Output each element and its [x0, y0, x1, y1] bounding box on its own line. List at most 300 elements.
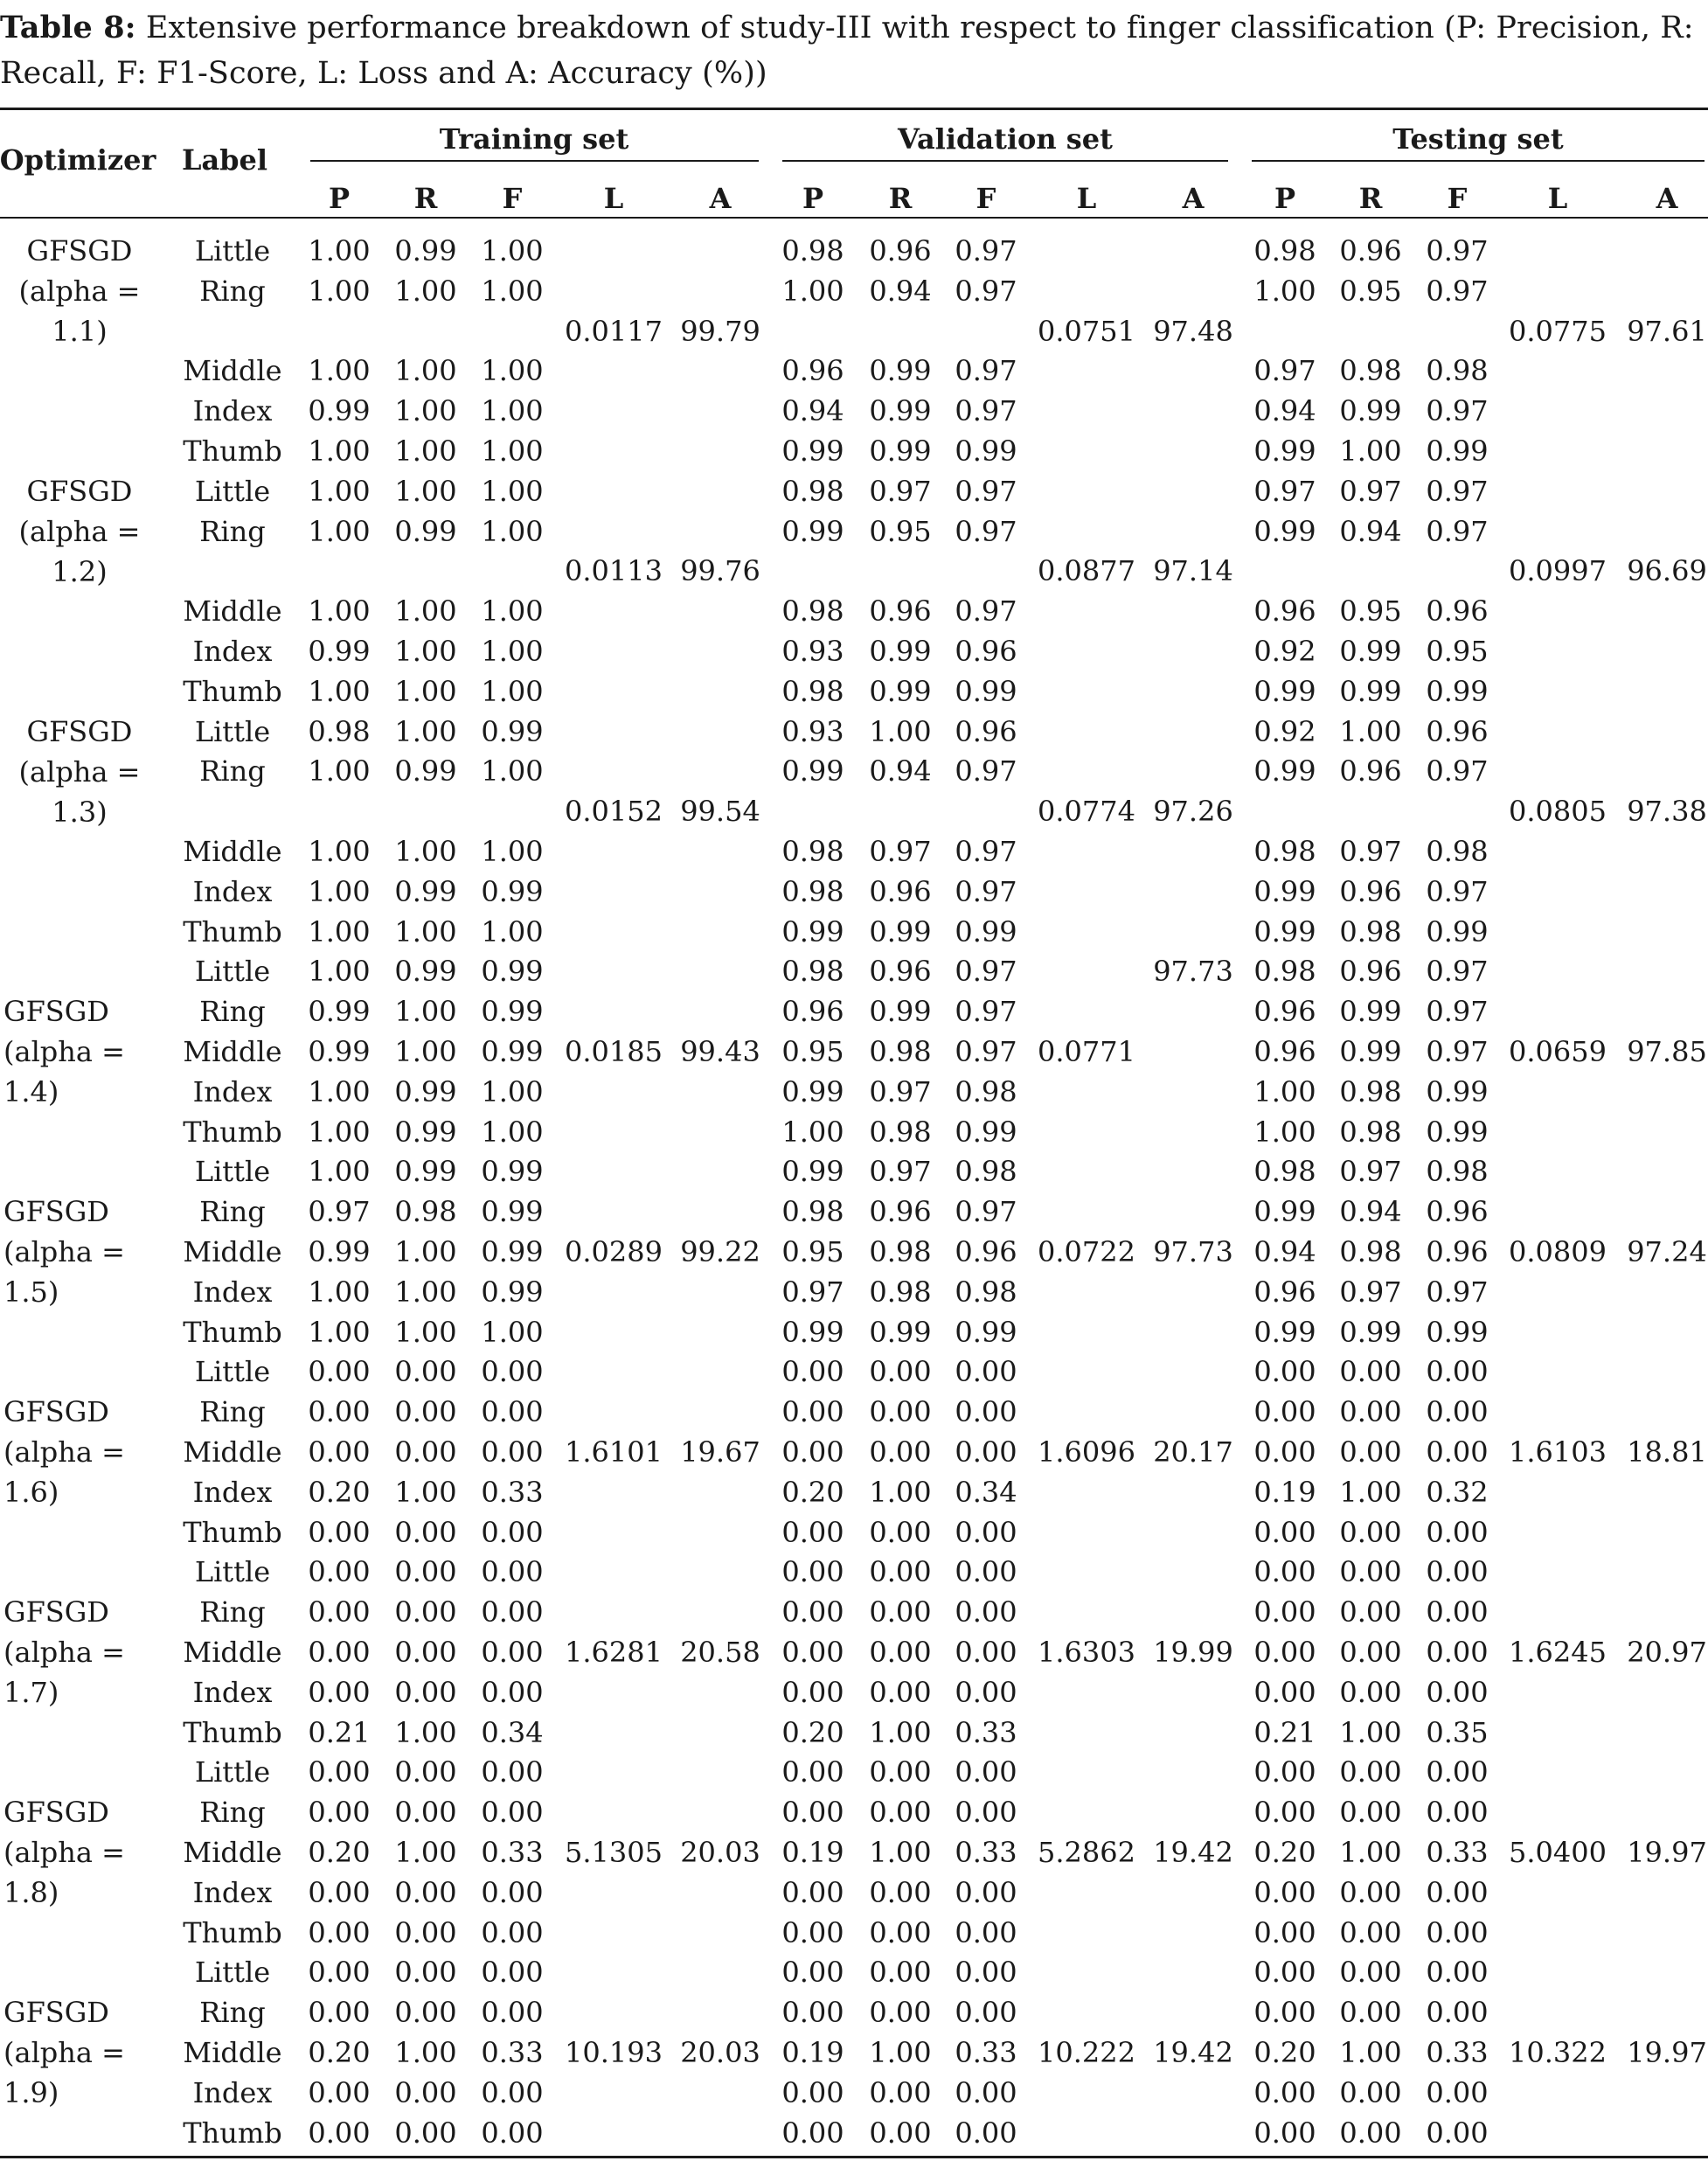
table-cell: 0.98: [781, 955, 844, 989]
table-cell: 0.00: [869, 1755, 932, 1789]
table-cell: 1.00: [308, 914, 371, 948]
table-cell: 0.00: [781, 1595, 844, 1629]
table-cell: 0.99: [1426, 674, 1489, 708]
table-cell: 0.0877: [1038, 554, 1135, 588]
table-cell: 0.00: [955, 2116, 1017, 2150]
table-cell: 20.58: [680, 1636, 760, 1669]
table-cell: 1.00: [1339, 2036, 1402, 2069]
table-cell: 1.00: [481, 754, 544, 789]
table-cell: 0.98: [781, 674, 844, 708]
table-cell: 0.97: [1426, 754, 1489, 789]
optimizer-label-line: GFSGD: [3, 995, 109, 1029]
table-cell: 0.96: [955, 1235, 1017, 1268]
table-cell: 0.00: [1253, 2075, 1316, 2109]
optimizer-label-line: 1.6): [3, 1476, 59, 1510]
table-cell: 0.97: [1426, 234, 1489, 268]
table-cell: 0.0113: [565, 554, 663, 588]
table-cell: 1.00: [308, 754, 371, 789]
table-cell: 0.00: [394, 1395, 457, 1429]
row-label: Index: [192, 394, 273, 428]
table-cell: 97.26: [1153, 795, 1233, 829]
table-cell: 1.00: [481, 914, 544, 948]
table-cell: 0.98: [1253, 955, 1316, 989]
table-cell: 0.97: [1339, 1155, 1402, 1189]
row-label: Middle: [183, 354, 282, 388]
table-cell: 0.97: [869, 1074, 932, 1108]
table-cell: 1.00: [394, 714, 457, 748]
table-cell: 0.35: [1426, 1715, 1489, 1749]
table-cell: 0.00: [781, 1555, 844, 1589]
row-label: Little: [194, 714, 271, 748]
optimizer-label-line: (alpha =: [18, 754, 141, 789]
header-group-rule: [1252, 160, 1705, 162]
table-cell: 0.92: [1253, 635, 1316, 668]
table-cell: 0.00: [869, 1675, 932, 1709]
table-cell: 0.00: [955, 1956, 1017, 1990]
optimizer-label-line: GFSGD: [26, 234, 133, 268]
caption-label: Table 8:: [0, 10, 136, 45]
table-cell: 0.99: [1253, 514, 1316, 548]
table-header-rule: [0, 217, 1708, 219]
table-cell: 1.00: [394, 1475, 457, 1509]
table-cell: 0.00: [308, 1435, 371, 1469]
optimizer-label-line: (alpha =: [3, 1035, 125, 1069]
row-label: Ring: [199, 995, 266, 1029]
table-cell: 0.99: [1426, 434, 1489, 468]
table-cell: 0.00: [955, 1595, 1017, 1629]
table-cell: 19.97: [1627, 1836, 1707, 1869]
table-cell: 0.96: [1339, 955, 1402, 989]
table-cell: 0.00: [1339, 1355, 1402, 1389]
header-metric: A: [1656, 182, 1678, 215]
header-metric: R: [1358, 182, 1383, 215]
table-cell: 0.99: [1339, 995, 1402, 1029]
table-cell: 0.00: [394, 1875, 457, 1909]
optimizer-label-line: (alpha =: [18, 514, 141, 548]
table-cell: 0.99: [869, 914, 932, 948]
table-cell: 0.98: [1339, 354, 1402, 388]
table-cell: 0.98: [1253, 835, 1316, 868]
table-cell: 0.00: [1339, 1636, 1402, 1669]
table-cell: 0.99: [781, 754, 844, 789]
table-cell: 0.00: [781, 1395, 844, 1429]
table-cell: 0.00: [1339, 1515, 1402, 1549]
table-cell: 0.00: [1426, 1515, 1489, 1549]
table-cell: 0.97: [781, 1275, 844, 1309]
table-cell: 0.34: [481, 1715, 544, 1749]
table-cell: 0.97: [1339, 474, 1402, 508]
table-cell: 1.00: [308, 874, 371, 908]
table-cell: 0.33: [955, 1715, 1017, 1749]
table-cell: 0.00: [781, 1796, 844, 1830]
optimizer-label-line: 1.3): [52, 795, 108, 829]
optimizer-label-line: GFSGD: [3, 1395, 109, 1429]
table-cell: 0.97: [955, 354, 1017, 388]
table-cell: 0.00: [1339, 1796, 1402, 1830]
header-metric: L: [1076, 182, 1097, 215]
table-cell: 1.00: [394, 1275, 457, 1309]
table-cell: 0.19: [1253, 1475, 1316, 1509]
table-cell: 0.99: [781, 1155, 844, 1189]
table-cell: 1.00: [481, 354, 544, 388]
row-label: Middle: [183, 1035, 282, 1068]
table-cell: 0.00: [394, 2075, 457, 2109]
table-cell: 1.00: [481, 274, 544, 308]
table-cell: 0.99: [481, 1235, 544, 1268]
table-cell: 0.00: [1253, 1595, 1316, 1629]
table-cell: 0.00: [955, 1515, 1017, 1549]
table-cell: 0.00: [394, 1435, 457, 1469]
table-cell: 19.97: [1627, 2036, 1707, 2069]
table-cell: 99.43: [680, 1035, 760, 1068]
table-cell: 0.99: [394, 874, 457, 908]
table-cell: 0.99: [1339, 1035, 1402, 1068]
table-cell: 19.99: [1153, 1636, 1233, 1669]
row-label: Middle: [183, 1235, 282, 1268]
table-cell: 0.00: [955, 1555, 1017, 1589]
table-cell: 0.99: [394, 955, 457, 989]
table-cell: 0.93: [781, 635, 844, 668]
table-cell: 0.97: [1426, 955, 1489, 989]
table-cell: 0.99: [394, 1155, 457, 1189]
table-cell: 0.00: [1253, 1996, 1316, 2030]
table-cell: 0.96: [869, 594, 932, 629]
row-label: Middle: [183, 835, 282, 868]
table-cell: 1.00: [1339, 1715, 1402, 1749]
table-cell: 1.00: [394, 995, 457, 1029]
table-cell: 0.00: [1339, 1395, 1402, 1429]
table-cell: 0.00: [394, 1355, 457, 1389]
optimizer-label-line: 1.1): [52, 315, 108, 348]
optimizer-label-line: 1.5): [3, 1275, 59, 1310]
row-label: Thumb: [183, 674, 282, 708]
table-cell: 1.00: [481, 674, 544, 708]
row-label: Ring: [199, 514, 266, 548]
table-cell: 0.00: [1426, 1595, 1489, 1629]
table-cell: 20.17: [1153, 1435, 1233, 1469]
table-cell: 0.20: [781, 1715, 844, 1749]
header-metric: F: [976, 182, 996, 215]
table-cell: 0.00: [781, 1875, 844, 1909]
table-cell: 0.99: [955, 434, 1017, 468]
table-cell: 0.95: [869, 514, 932, 548]
table-cell: 0.33: [1426, 2036, 1489, 2069]
table-cell: 0.98: [1426, 1155, 1489, 1189]
table-cell: 0.95: [1339, 274, 1402, 308]
optimizer-label-line: 1.9): [3, 2076, 59, 2110]
table-cell: 0.99: [308, 635, 371, 668]
table-cell: 0.00: [394, 1996, 457, 2030]
table-cell: 0.0809: [1509, 1235, 1607, 1268]
table-cell: 0.99: [308, 1035, 371, 1068]
table-cell: 0.00: [481, 1915, 544, 1949]
table-cell: 0.00: [481, 1956, 544, 1990]
table-cell: 97.85: [1627, 1035, 1707, 1068]
table-cell: 0.00: [869, 1355, 932, 1389]
row-label: Index: [192, 1875, 273, 1909]
table-cell: 0.97: [1426, 274, 1489, 308]
table-cell: 0.00: [394, 1915, 457, 1949]
table-cell: 0.00: [955, 1355, 1017, 1389]
table-cell: 0.00: [481, 1996, 544, 2030]
row-label: Little: [194, 1956, 271, 1990]
table-cell: 0.94: [1253, 394, 1316, 428]
table-cell: 97.38: [1627, 795, 1707, 829]
table-cell: 0.00: [308, 2075, 371, 2109]
row-label: Index: [192, 874, 273, 908]
table-cell: 0.00: [481, 1875, 544, 1909]
optimizer-label-line: GFSGD: [26, 474, 133, 508]
table-cell: 0.00: [1339, 2116, 1402, 2150]
table-cell: 0.96: [1253, 1275, 1316, 1309]
optimizer-label: [3, 991, 125, 1112]
table-cell: 0.97: [1426, 474, 1489, 508]
table-cell: 0.20: [1253, 2036, 1316, 2069]
optimizer-label-line: GFSGD: [3, 1195, 109, 1229]
table-cell: 0.00: [308, 1595, 371, 1629]
row-label: Middle: [183, 594, 282, 629]
table-cell: 0.95: [1339, 594, 1402, 629]
table-cell: 1.00: [308, 274, 371, 308]
table-cell: 19.42: [1153, 1836, 1233, 1869]
table-cell: 0.19: [781, 1836, 844, 1869]
table-cell: 1.00: [481, 635, 544, 668]
optimizer-label: [19, 712, 141, 832]
table-cell: 0.00: [955, 1395, 1017, 1429]
table-cell: 1.00: [1339, 1836, 1402, 1869]
table-cell: 0.00: [955, 1796, 1017, 1830]
optimizer-label-line: (alpha =: [3, 1435, 125, 1470]
table-cell: 0.00: [1339, 1555, 1402, 1589]
optimizer-label: [3, 1792, 125, 1913]
table-cell: 5.1305: [565, 1836, 663, 1869]
table-cell: 0.99: [1253, 1195, 1316, 1229]
table-cell: 1.00: [1339, 434, 1402, 468]
table-cell: 0.20: [308, 1475, 371, 1509]
table-cell: 0.99: [1426, 1115, 1489, 1149]
header-metric: R: [888, 182, 913, 215]
table-cell: 0.99: [308, 1235, 371, 1268]
header-metric: L: [603, 182, 624, 215]
table-cell: 0.00: [955, 1755, 1017, 1789]
table-cell: 0.00: [1426, 1956, 1489, 1990]
table-cell: 0.00: [1339, 1875, 1402, 1909]
table-cell: 0.97: [955, 1195, 1017, 1229]
optimizer-label-line: (alpha =: [3, 1636, 125, 1670]
table-cell: 0.99: [1339, 394, 1402, 428]
table-cell: 0.00: [781, 2075, 844, 2109]
table-cell: 0.00: [1253, 1796, 1316, 1830]
row-label: Little: [194, 1155, 271, 1189]
table-cell: 0.33: [1426, 1836, 1489, 1869]
table-cell: 97.73: [1153, 955, 1233, 989]
table-cell: 0.94: [1253, 1235, 1316, 1268]
optimizer-label-line: 1.8): [3, 1876, 59, 1910]
table-cell: 18.81: [1627, 1435, 1707, 1469]
table-cell: 0.00: [1426, 1915, 1489, 1949]
table-cell: 0.00: [869, 2116, 932, 2150]
row-label: Little: [194, 1355, 271, 1389]
table-caption: [0, 5, 1708, 96]
optimizer-label-line: (alpha =: [18, 274, 141, 308]
table-cell: 0.00: [481, 2075, 544, 2109]
table-cell: 0.98: [781, 234, 844, 268]
table-cell: 0.99: [1426, 1315, 1489, 1349]
table-cell: 1.00: [1339, 1475, 1402, 1509]
table-cell: 0.99: [781, 914, 844, 948]
table-cell: 0.00: [1253, 1875, 1316, 1909]
table-cell: 0.99: [955, 674, 1017, 708]
table-cell: 0.96: [1339, 234, 1402, 268]
table-cell: 0.00: [781, 1915, 844, 1949]
optimizer-label-line: GFSGD: [26, 714, 133, 748]
table-cell: 0.0775: [1509, 314, 1607, 348]
table-cell: 1.00: [394, 594, 457, 629]
table-cell: 0.00: [869, 2075, 932, 2109]
optimizer-label: [19, 471, 141, 592]
table-cell: 0.97: [955, 394, 1017, 428]
table-cell: 0.00: [308, 1555, 371, 1589]
row-label: Little: [194, 1555, 271, 1589]
table-cell: 0.96: [1426, 714, 1489, 748]
table-cell: 0.00: [781, 2116, 844, 2150]
table-cell: 1.00: [869, 1475, 932, 1509]
table-cell: 0.94: [1339, 1195, 1402, 1229]
table-cell: 0.99: [481, 1155, 544, 1189]
table-cell: 0.0289: [565, 1235, 663, 1268]
table-cell: 0.98: [781, 474, 844, 508]
row-label: Ring: [199, 754, 266, 789]
table-cell: 0.99: [481, 995, 544, 1029]
table-cell: 19.67: [680, 1435, 760, 1469]
table-cell: 0.00: [1339, 1915, 1402, 1949]
header-metric: P: [802, 182, 824, 215]
row-label: Thumb: [183, 2116, 282, 2150]
table-cell: 0.00: [1339, 1435, 1402, 1469]
table-cell: 0.33: [481, 2036, 544, 2069]
table-cell: 1.00: [308, 1315, 371, 1349]
table-cell: 0.0771: [1038, 1035, 1135, 1068]
table-cell: 0.98: [1339, 1235, 1402, 1268]
table-cell: 0.00: [1426, 1755, 1489, 1789]
table-cell: 0.96: [1339, 754, 1402, 789]
table-cell: 0.00: [955, 2075, 1017, 2109]
table-cell: 0.97: [955, 594, 1017, 629]
table-cell: 0.97: [1339, 835, 1402, 868]
table-cell: 99.22: [680, 1235, 760, 1268]
table-cell: 1.00: [308, 955, 371, 989]
row-label: Thumb: [183, 1115, 282, 1149]
table-cell: 20.03: [680, 2036, 760, 2069]
table-cell: 1.00: [394, 2036, 457, 2069]
table-cell: 0.98: [955, 1074, 1017, 1108]
table-cell: 0.98: [1339, 1115, 1402, 1149]
table-cell: 0.99: [869, 635, 932, 668]
table-cell: 1.00: [308, 1074, 371, 1108]
table-cell: 0.00: [1339, 1755, 1402, 1789]
table-cell: 1.00: [869, 1836, 932, 1869]
row-label: Little: [194, 474, 271, 508]
table-cell: 0.00: [308, 1636, 371, 1669]
caption-text: Extensive performance breakdown of study-III with respect to finger classification (P: Precision, R: Recall, F: F1-Score, L: Loss and A: Accuracy (%)): [0, 10, 1694, 91]
header-group-rule: [310, 160, 759, 162]
table-cell: 0.98: [1339, 1074, 1402, 1108]
table-cell: 0.99: [781, 434, 844, 468]
table-cell: 0.00: [869, 1796, 932, 1830]
table-cell: 0.97: [1426, 1035, 1489, 1068]
row-label: Index: [192, 635, 273, 668]
table-cell: 0.96: [955, 714, 1017, 748]
header-metric: P: [1274, 182, 1296, 215]
table-cell: 0.00: [308, 1675, 371, 1709]
header-metric: P: [328, 182, 351, 215]
table-cell: 0.00: [481, 1755, 544, 1789]
table-cell: 1.6096: [1038, 1435, 1135, 1469]
table-cell: 1.00: [1253, 1115, 1316, 1149]
table-cell: 0.00: [781, 1755, 844, 1789]
table-cell: 0.99: [394, 514, 457, 548]
table-cell: 5.2862: [1038, 1836, 1135, 1869]
table-cell: 1.00: [481, 434, 544, 468]
row-label: Index: [192, 1475, 273, 1509]
table-cell: 19.42: [1153, 2036, 1233, 2069]
table-cell: 1.00: [481, 835, 544, 868]
table-cell: 1.00: [869, 2036, 932, 2069]
table-cell: 0.00: [308, 1875, 371, 1909]
table-cell: 1.00: [308, 1155, 371, 1189]
row-label: Little: [194, 234, 271, 268]
table-cell: 0.00: [394, 1595, 457, 1629]
table-cell: 10.222: [1038, 2036, 1135, 2069]
table-cell: 0.00: [394, 1755, 457, 1789]
table-cell: 0.96: [1253, 995, 1316, 1029]
table-cell: 0.00: [308, 1395, 371, 1429]
table-cell: 0.98: [869, 1115, 932, 1149]
optimizer-label-line: 1.4): [3, 1075, 59, 1109]
table-cell: 0.00: [394, 1636, 457, 1669]
table-cell: 0.00: [394, 1515, 457, 1549]
table-cell: 0.96: [955, 635, 1017, 668]
row-label: Ring: [199, 1595, 266, 1629]
table-cell: 0.00: [1253, 1915, 1316, 1949]
table-cell: 0.98: [1253, 234, 1316, 268]
table-cell: 97.73: [1153, 1235, 1233, 1268]
table-cell: 0.00: [1253, 1755, 1316, 1789]
table-cell: 0.00: [394, 1675, 457, 1709]
table-cell: 0.95: [781, 1035, 844, 1068]
table-cell: 0.0117: [565, 314, 663, 348]
table-cell: 1.00: [394, 474, 457, 508]
table-cell: 1.00: [394, 394, 457, 428]
table-cell: 0.93: [781, 714, 844, 748]
table-cell: 0.00: [1339, 1595, 1402, 1629]
table-cell: 0.99: [394, 1115, 457, 1149]
table-cell: 1.00: [394, 274, 457, 308]
table-cell: 0.99: [481, 1035, 544, 1068]
header-metric: F: [1447, 182, 1468, 215]
optimizer-label-line: (alpha =: [3, 2036, 125, 2070]
table-cell: 0.97: [869, 474, 932, 508]
table-cell: 0.99: [1426, 1074, 1489, 1108]
table-cell: 0.98: [781, 594, 844, 629]
table-cell: 0.00: [955, 1915, 1017, 1949]
table-cell: 0.99: [481, 714, 544, 748]
row-label: Little: [194, 955, 271, 989]
table-cell: 0.95: [781, 1235, 844, 1268]
row-label: Ring: [199, 1395, 266, 1429]
table-cell: 0.0152: [565, 795, 663, 829]
table-cell: 0.96: [1426, 594, 1489, 629]
